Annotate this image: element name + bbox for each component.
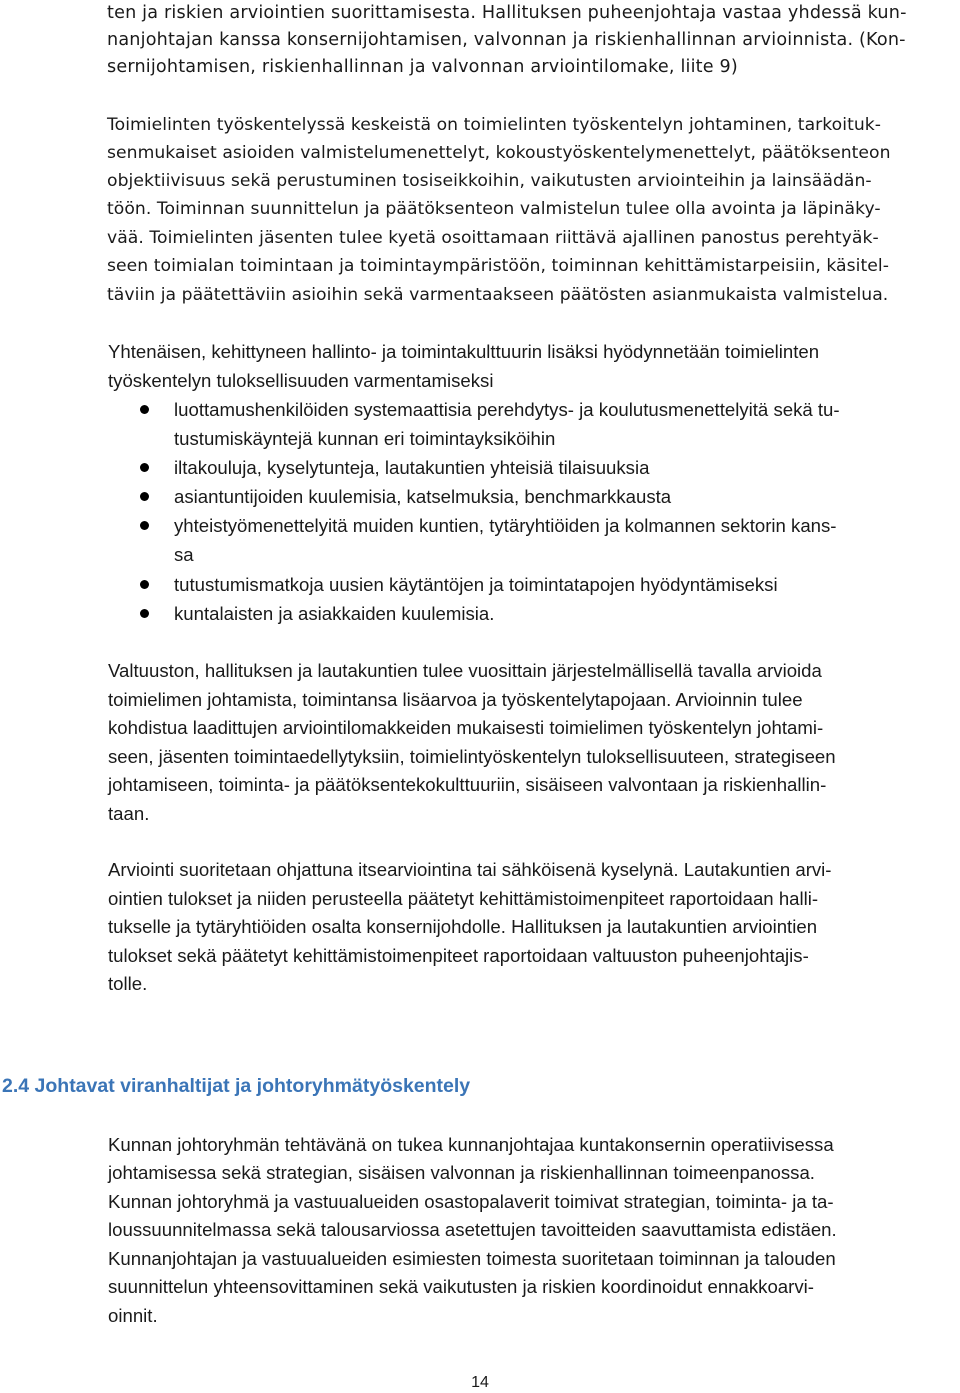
paragraph-line: työskentelyn tuloksellisuuden varmentamiseksi <box>108 370 494 391</box>
paragraph-line: töön. Toiminnan suunnittelun ja päätöksenteon valmistelun tulee olla avointa ja läpinäky- <box>107 199 881 219</box>
list-item: asiantuntijoiden kuulemisia, katselmuksia, benchmarkkausta <box>174 486 672 507</box>
list-item: sa <box>174 544 194 565</box>
intro-line: sernijohtamisen, riskienhallinnan ja valvonnan arviointilomake, liite 9) <box>107 57 738 77</box>
paragraph-line: Kunnanjohtajan ja vastuualueiden esimiesten toimesta suoritetaan toiminnan ja talouden <box>108 1248 836 1269</box>
list-item: tustumiskäyntejä kunnan eri toimintayksiköihin <box>174 428 556 449</box>
paragraph-line: senmukaiset asioiden valmistelumenettelyt, kokoustyöskentelymenettelyt, päätöksenteon <box>107 143 891 163</box>
page-number: 14 <box>471 1374 489 1391</box>
list-item: luottamushenkilöiden systemaattisia perehdytys- ja koulutusmenettelyitä sekä tu- <box>174 399 840 420</box>
paragraph-line: toimielimen johtamista, toimintansa lisäarvoa ja työskentelytapojaan. Arvioinnin tulee <box>108 689 803 710</box>
bullet-icon <box>140 521 149 530</box>
list-item: kuntalaisten ja asiakkaiden kuulemisia. <box>174 603 495 624</box>
paragraph-line: ointien tulokset ja niiden perusteella päätetyt kehittämistoimenpiteet raportoidaan halli- <box>108 888 819 909</box>
paragraph-line: tulokset sekä päätetyt kehittämistoimenpiteet raportoidaan valtuuston puheenjohtajis- <box>108 945 809 966</box>
intro-line: ten ja riskien arviointien suorittamisesta. Hallituksen puheenjohtaja vastaa yhdessä kun- <box>107 3 907 23</box>
bullet-icon <box>140 609 149 618</box>
bullet-icon <box>140 580 149 589</box>
paragraph-line: Yhtenäisen, kehittyneen hallinto- ja toimintakulttuurin lisäksi hyödynnetään toimielinten <box>108 341 820 362</box>
paragraph-line: Valtuuston, hallituksen ja lautakuntien tulee vuosittain järjestelmällisellä tavalla arvioida <box>108 660 822 681</box>
paragraph-line: Kunnan johtoryhmän tehtävänä on tukea kunnanjohtajaa kuntakonsernin operatiivisessa <box>108 1134 834 1155</box>
list-item: yhteistyömenettelyitä muiden kuntien, tytäryhtiöiden ja kolmannen sektorin kans- <box>174 515 837 536</box>
paragraph-line: loussuunnitelmassa sekä talousarviossa asetettujen tavoitteiden saavuttamista edistäen. <box>108 1219 837 1240</box>
paragraph-line: oinnit. <box>108 1305 158 1326</box>
bullet-icon <box>140 463 149 472</box>
section-heading: 2.4 Johtavat viranhaltijat ja johtoryhmätyöskentely <box>2 1075 471 1097</box>
paragraph-line: vää. Toimielinten jäsenten tulee kyetä osoittamaan riittävä ajallinen panostus perehtyäk- <box>107 228 879 248</box>
paragraph-line: taan. <box>108 803 150 824</box>
bullet-icon <box>140 492 149 501</box>
paragraph-line: johtamisessa sekä strategian, sisäisen valvonnan ja riskienhallinnan toimeenpanossa. <box>108 1162 815 1183</box>
paragraph-line: Arviointi suoritetaan ohjattuna itsearviointina tai sähköisenä kyselynä. Lautakuntien arvi- <box>108 859 832 880</box>
paragraph-line: johtamiseen, toiminta- ja päätöksentekokulttuuriin, sisäiseen valvontaan ja riskienhallin- <box>108 774 827 795</box>
paragraph-line: suunnittelun yhteensovittaminen sekä vaikutusten ja riskien koordinoidut ennakkoarvi- <box>108 1276 814 1297</box>
paragraph-line: seen toimialan toimintaan ja toimintaympäristöön, toiminnan kehittämistarpeisiin, käsitel- <box>107 256 889 276</box>
paragraph-line: Toimielinten työskentelyssä keskeistä on toimielinten työskentelyn johtaminen, tarkoituk- <box>107 115 882 135</box>
paragraph-line: Kunnan johtoryhmä ja vastuualueiden osastopalaverit toimivat strategian, toiminta- ja ta- <box>108 1191 834 1212</box>
paragraph-line: objektiivisuus sekä perustuminen tosiseikkoihin, vaikutusten arviointeihin ja lainsäädän- <box>107 171 872 191</box>
paragraph-line: seen, jäsenten toimintaedellytyksiin, toimielintyöskentelyn tuloksellisuuteen, strategiseen <box>108 746 836 767</box>
paragraph-line: tolle. <box>108 973 148 994</box>
paragraph-line: täviin ja päätettäviin asioihin sekä varmentaakseen päätösten asianmukaista valmistelua. <box>107 285 889 305</box>
paragraph-line: kohdistua laadittujen arviointilomakkeiden mukaisesti toimielimen työskentelyn johtami- <box>108 717 824 738</box>
list-item: iltakouluja, kyselytunteja, lautakuntien yhteisiä tilaisuuksia <box>174 457 650 478</box>
list-item: tutustumismatkoja uusien käytäntöjen ja toimintatapojen hyödyntämiseksi <box>174 574 778 595</box>
intro-line: nanjohtajan kanssa konsernijohtamisen, valvonnan ja riskienhallinnan arvioinnista. (Kon- <box>107 30 906 50</box>
bullet-icon <box>140 405 149 414</box>
paragraph-line: tukselle ja tytäryhtiöiden osalta konsernijohdolle. Hallituksen ja lautakuntien arviointien <box>108 916 818 937</box>
